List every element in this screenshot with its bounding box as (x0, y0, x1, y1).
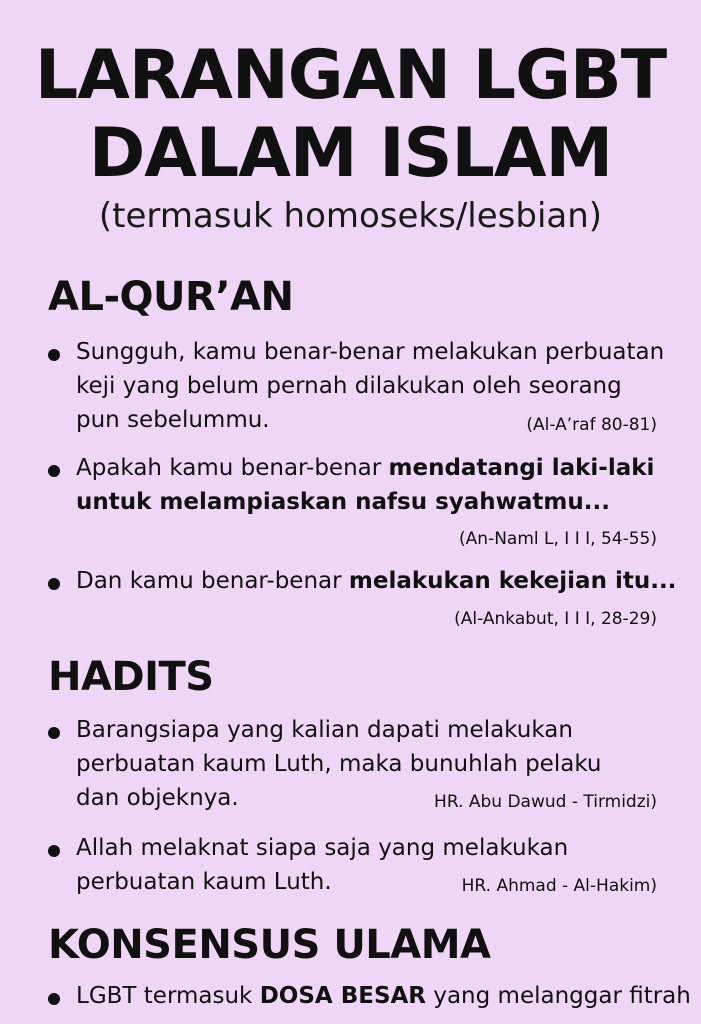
bullet-icon (48, 465, 60, 477)
bullet-icon (48, 578, 60, 590)
quran-item-2-line-2: untuk melampiaskan nafsu syahwatmu... (76, 489, 610, 515)
hadits-item-2-line-1: Allah melaknat siapa saja yang melakukan (76, 835, 569, 861)
section-heading-konsensus: KONSENSUS ULAMA (48, 922, 491, 968)
hadits-item-1-line-1: Barangsiapa yang kalian dapati melakukan (76, 717, 573, 743)
quran-item-3-emphasis: melakukan kekejian itu... (348, 568, 677, 594)
quran-item-1-reference: (Al-A’raf 80-81) (526, 415, 657, 435)
konsensus-text-1: LGBT termasuk (76, 983, 260, 1009)
hadits-item-1-reference: HR. Abu Dawud - Tirmidzi) (434, 792, 657, 812)
quran-item-2-text: Apakah kamu benar-benar (76, 455, 389, 481)
title-line-1: LARANGAN LGBT (34, 36, 667, 115)
bullet-icon (48, 349, 60, 361)
bullet-icon (48, 993, 60, 1005)
hadits-item-1-line-3: dan objeknya. (76, 785, 239, 811)
quran-item-3-line-1 (76, 566, 676, 596)
quran-item-2-line-1 (76, 453, 654, 483)
section-heading-hadits: HADITS (48, 654, 214, 700)
quran-item-1-line-1: Sungguh, kamu benar-benar melakukan perbuatan (76, 339, 665, 365)
konsensus-emphasis: DOSA BESAR (259, 983, 427, 1009)
subtitle: (termasuk homoseks/lesbian) (98, 196, 603, 236)
quran-item-2-reference: (An-Naml L, I I I, 54-55) (459, 529, 657, 549)
konsensus-item-line (76, 981, 691, 1011)
quran-item-2-emphasis: mendatangi laki-laki (388, 455, 655, 481)
hadits-item-1-line-2: perbuatan kaum Luth, maka bunuhlah pelaku (76, 751, 602, 777)
hadits-item-2-reference: HR. Ahmad - Al-Hakim) (461, 876, 657, 896)
section-heading-quran: AL-QUR’AN (48, 274, 294, 320)
quran-item-3-reference: (Al-Ankabut, I I I, 28-29) (454, 609, 657, 629)
quran-item-1-line-3: pun sebelummu. (76, 407, 270, 433)
title-line-2: DALAM ISLAM (88, 114, 613, 193)
konsensus-text-2: yang melanggar fitrah (426, 983, 691, 1009)
bullet-icon (48, 845, 60, 857)
quran-item-3-text: Dan kamu benar-benar (76, 568, 349, 594)
quran-item-1-line-2: keji yang belum pernah dilakukan oleh seorang (76, 373, 622, 399)
hadits-item-2-line-2: perbuatan kaum Luth. (76, 869, 332, 895)
bullet-icon (48, 727, 60, 739)
